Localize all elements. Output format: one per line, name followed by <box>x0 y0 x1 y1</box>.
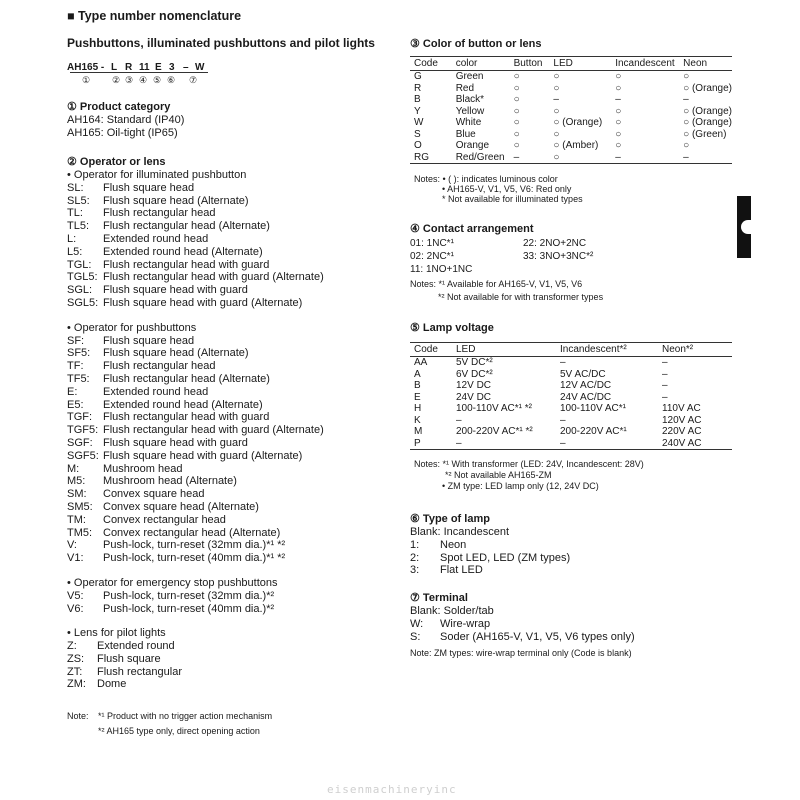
item-desc: Mushroom head (Alternate) <box>103 475 237 488</box>
group-title: • Lens for pilot lights <box>67 627 166 640</box>
list-item <box>67 539 387 552</box>
note-line: * Not available for illuminated types <box>442 194 583 204</box>
item-desc: Extended round head (Alternate) <box>103 398 263 411</box>
table-cell: ○ <box>683 140 690 151</box>
item-desc: Extended round head <box>103 232 209 245</box>
item-desc: Push-lock, turn-reset (32mm dia.)*² <box>103 589 275 602</box>
list-item <box>67 259 387 272</box>
item-code: TGL5: <box>67 271 98 284</box>
note-line: • AH165-V, V1, V5, V6: Red only <box>442 184 572 194</box>
marker: ④ <box>139 75 148 85</box>
note-line: *² Not available AH165-ZM <box>445 470 552 480</box>
table-cell: ○ <box>513 94 520 105</box>
table-cell: 240V AC <box>658 438 732 450</box>
table-cell: ○ <box>513 117 520 128</box>
item-desc: Flush square head (Alternate) <box>103 347 249 360</box>
item-code: V6: <box>67 602 84 615</box>
item-desc: Flush square head with guard (Alternate) <box>103 449 303 462</box>
table-cell: ○ <box>513 140 520 151</box>
list-item <box>67 386 387 399</box>
list-item <box>67 666 387 679</box>
table-row <box>410 83 732 95</box>
item-code: M: <box>67 462 80 475</box>
group-title: • Operator for pushbuttons <box>67 321 197 334</box>
list-item <box>67 297 387 310</box>
item-code: 2: <box>410 551 420 564</box>
marker: ① <box>82 75 91 85</box>
item-desc: Flush rectangular head with guard (Alternate) <box>103 424 324 437</box>
table-cell: B <box>414 94 421 105</box>
item-code: W: <box>410 617 424 630</box>
item-code: SM5: <box>67 500 93 513</box>
item-desc: Neon <box>440 538 467 551</box>
group-title: • Operator for emergency stop pushbuttons <box>67 576 278 589</box>
item-code: S: <box>410 630 421 643</box>
table-cell: White <box>455 117 482 128</box>
list-item <box>67 373 387 386</box>
list-item <box>67 603 387 616</box>
table-cell: ○ (Green) <box>683 128 727 140</box>
list-item <box>67 653 387 666</box>
list-item <box>67 360 387 373</box>
list-item <box>67 678 387 691</box>
section-title: ① Product category <box>67 101 171 113</box>
table-cell: 24V AC/DC <box>560 391 612 403</box>
table-cell: ○ <box>615 105 622 117</box>
item-desc: Convex square head (Alternate) <box>103 500 259 513</box>
item-code: L5: <box>67 245 83 258</box>
item-desc: Wire-wrap <box>440 617 491 630</box>
table-row <box>410 117 732 129</box>
table-cell: Blue <box>455 128 476 140</box>
item-code: TM: <box>67 513 86 526</box>
table-row <box>410 94 732 106</box>
item-code: V5: <box>67 589 84 602</box>
table-cell: ○ (Orange) <box>553 117 603 128</box>
list-item <box>67 424 387 437</box>
contact-item: 02: 2NC*¹ <box>410 251 454 262</box>
item-code: L: <box>67 232 77 245</box>
item-code: Z: <box>67 640 77 653</box>
item-code: TGL: <box>67 258 92 271</box>
table-cell: ○ <box>615 128 622 140</box>
list-item <box>410 618 730 631</box>
list-item <box>410 631 730 644</box>
table-cell: 220V AC <box>662 426 702 437</box>
table-cell: 200-220V AC*¹ <box>560 426 627 437</box>
item-code: SGF5: <box>67 449 99 462</box>
table-cell: 12V AC/DC <box>560 380 612 391</box>
table-cell: G <box>414 71 422 82</box>
item-desc: Dome <box>97 678 127 691</box>
list-item <box>67 552 387 565</box>
item-desc: Soder (AH165-V, V1, V5, V6 types only) <box>440 630 635 643</box>
table-cell: W <box>414 117 424 128</box>
marker: ⑥ <box>167 75 176 85</box>
table-cell: AA <box>414 357 428 368</box>
list-item <box>67 271 387 284</box>
table-row <box>410 392 732 404</box>
table-cell: ○ (Orange) <box>683 82 732 94</box>
table-row <box>410 140 732 152</box>
item-code: TF5: <box>67 372 90 385</box>
table-cell: ○ <box>549 152 611 164</box>
table-cell: 100-110V AC*¹ *² <box>456 403 532 414</box>
list-item <box>67 399 387 412</box>
section-title: ⑥ Type of lamp <box>410 513 490 525</box>
table-cell: ○ <box>683 71 690 82</box>
list-item <box>67 590 387 603</box>
table-cell: RG <box>410 152 452 164</box>
table-cell: ○ <box>615 117 622 128</box>
table-cell: ○ <box>513 71 520 82</box>
operator-list <box>67 169 387 691</box>
item-code: SGL: <box>67 284 93 297</box>
table-row <box>410 152 732 164</box>
table-cell: ○ <box>553 128 560 140</box>
list-item <box>67 246 387 259</box>
table-cell: A <box>414 368 421 380</box>
table-cell: – <box>662 357 668 368</box>
code-part: W <box>195 62 205 73</box>
list-item <box>67 207 387 220</box>
table-cell: ○ <box>553 71 560 82</box>
col-header: color <box>452 57 510 71</box>
section-title: ⑤ Lamp voltage <box>410 322 494 334</box>
table-row <box>410 106 732 118</box>
table-cell: – <box>556 438 658 450</box>
item-code: SM: <box>67 488 87 501</box>
item-code: TGF: <box>67 411 93 424</box>
table-cell: 200-220V AC*¹ *² <box>456 426 533 437</box>
col-header: Incandescent <box>611 57 679 71</box>
item-code: SF5: <box>67 347 91 360</box>
table-cell: ○ <box>553 82 560 94</box>
item-desc: Flush square head (Alternate) <box>103 194 249 207</box>
table-cell: 24V DC <box>456 391 492 403</box>
table-cell: 6V DC*² <box>456 368 493 380</box>
table-cell: – <box>615 94 621 105</box>
table-row <box>410 426 732 438</box>
marker: ⑤ <box>153 75 162 85</box>
table-row <box>410 415 732 427</box>
contact-item: 22: 2NO+2NC <box>523 238 587 249</box>
item-code: SGL5: <box>67 296 99 309</box>
code-markers <box>82 75 197 86</box>
table-cell: – <box>662 391 668 403</box>
table-cell: Red/Green <box>452 152 510 164</box>
code-part: 11 <box>139 62 150 73</box>
item-desc: Flat LED <box>440 564 483 577</box>
blank-item: Blank: Solder/tab <box>410 605 494 617</box>
item-code: E: <box>67 385 78 398</box>
list-item <box>67 437 387 450</box>
section-title: ③ Color of button or lens <box>410 38 542 50</box>
table-cell: ○ <box>615 140 622 151</box>
item-code: V1: <box>67 552 84 565</box>
table-cell: H <box>414 403 422 414</box>
list-item <box>67 463 387 476</box>
list-item <box>67 450 387 463</box>
list-item <box>67 514 387 527</box>
table-row <box>410 380 732 392</box>
item-code: E5: <box>67 398 84 411</box>
table-cell: – <box>683 94 689 105</box>
contact-item: 33: 3NO+3NC*² <box>523 251 594 262</box>
item-desc: Flush square <box>97 652 161 665</box>
list-item <box>67 182 387 195</box>
table-cell: 100-110V AC*¹ <box>560 403 626 414</box>
item-desc: Flush square head with guard <box>103 436 248 449</box>
marker: ② <box>112 75 121 85</box>
item-desc: Extended round head <box>103 385 209 398</box>
item-desc: Flush rectangular head <box>103 360 216 373</box>
item-code: ZT: <box>67 665 83 678</box>
table-cell: K <box>414 414 421 426</box>
note-line: *² Not available for with transformer types <box>438 292 604 302</box>
item-desc: Flush rectangular head with guard <box>103 411 270 424</box>
list-item <box>410 564 730 577</box>
note-line: *¹ Product with no trigger action mechanism <box>98 711 273 721</box>
item-desc: Extended round <box>97 640 175 653</box>
contact-left <box>410 237 472 276</box>
table-cell: 110V AC <box>662 403 701 414</box>
table-cell: – <box>452 438 556 450</box>
table-cell: P <box>410 438 452 450</box>
item-desc: Flush rectangular <box>97 665 182 678</box>
table-cell: Y <box>414 105 421 117</box>
table-cell: Yellow <box>455 105 485 117</box>
item-code: TL: <box>67 207 83 220</box>
code-part: 3 <box>169 62 175 73</box>
table-row <box>410 357 732 369</box>
item-desc: Flush rectangular head <box>103 207 216 220</box>
table-cell: – <box>510 152 550 164</box>
item-desc: Convex square head <box>103 488 205 501</box>
table-cell: – <box>662 380 668 391</box>
list-item <box>67 527 387 540</box>
table-cell: ○ (Amber) <box>553 140 599 151</box>
table-row <box>410 369 732 381</box>
table-cell: R <box>414 82 422 94</box>
col-header: Incandescent*² <box>556 343 658 357</box>
contact-item: 11: 1NO+1NC <box>410 264 473 275</box>
item-code: TF: <box>67 360 84 373</box>
table-row <box>410 403 732 415</box>
item-desc: Flush rectangular head (Alternate) <box>103 220 270 233</box>
item-desc: Flush square head <box>103 334 195 347</box>
group-title: • Operator for illuminated pushbutton <box>67 169 247 181</box>
item-desc: Push-lock, turn-reset (32mm dia.)*¹ *² <box>103 539 286 552</box>
list-item <box>67 501 387 514</box>
page-title: ■ Type number nomenclature <box>67 9 242 23</box>
table-cell: Black* <box>455 94 485 105</box>
watermark: eisenmachineryinc <box>327 783 457 796</box>
col-header: Code <box>410 343 452 357</box>
item-code: TGF5: <box>67 424 99 437</box>
item-desc: Mushroom head <box>103 462 183 475</box>
section-title: ② Operator or lens <box>67 156 166 168</box>
list-item <box>67 488 387 501</box>
note-line: Notes: *¹ With transformer (LED: 24V, Incandescent: 28V) <box>414 459 644 469</box>
table-cell: S <box>414 128 421 140</box>
list-item <box>67 220 387 233</box>
item-code: TL5: <box>67 220 90 233</box>
item-code: ZM: <box>67 678 86 691</box>
category-line: AH165: Oil-tight (IP65) <box>67 127 178 139</box>
list-item <box>67 411 387 424</box>
item-code: SL5: <box>67 194 90 207</box>
item-code: 3: <box>410 564 420 577</box>
list-item <box>410 552 730 565</box>
item-desc: Convex rectangular head (Alternate) <box>103 526 281 539</box>
item-code: SF: <box>67 334 85 347</box>
list-item <box>67 284 387 297</box>
table-cell: ○ <box>513 82 520 94</box>
contact-right <box>523 237 593 263</box>
col-header: Button <box>510 57 550 71</box>
table-cell: 12V DC <box>456 380 492 391</box>
table-cell: O <box>414 140 422 151</box>
item-code: V: <box>67 539 77 552</box>
list-item <box>67 195 387 208</box>
table-cell: Orange <box>455 140 490 151</box>
contact-item: 01: 1NC*¹ <box>410 238 454 249</box>
table-row <box>410 438 732 450</box>
table-cell: E <box>414 391 421 403</box>
table-cell: M <box>414 426 423 437</box>
table-cell: ○ <box>553 105 560 117</box>
item-desc: Convex rectangular head <box>103 513 226 526</box>
category-line: AH164: Standard (IP40) <box>67 114 185 126</box>
table-cell: ○ <box>513 105 520 117</box>
item-code: 1: <box>410 538 420 551</box>
item-desc: Spot LED, LED (ZM types) <box>440 551 571 564</box>
item-desc: Push-lock, turn-reset (40mm dia.)*¹ *² <box>103 552 286 565</box>
page-edge-tab <box>737 196 751 258</box>
note-line: Note: ZM types: wire-wrap terminal only (Code is blank) <box>410 648 632 658</box>
col-header: Neon*² <box>658 343 732 357</box>
list-item <box>410 539 730 552</box>
table-cell: Red <box>455 82 475 94</box>
list-item <box>67 347 387 360</box>
lamp-voltage-table <box>410 342 732 450</box>
col-header: Neon <box>679 57 732 71</box>
table-cell: 120V AC <box>662 414 702 426</box>
note-label: Note: <box>67 711 89 721</box>
item-code: TM5: <box>67 526 93 539</box>
table-row <box>410 71 732 83</box>
item-desc: Flush square head with guard <box>103 284 248 297</box>
item-code: SGF: <box>67 436 93 449</box>
table-cell: ○ <box>615 71 622 82</box>
item-code: ZS: <box>67 652 85 665</box>
table-cell: – <box>611 152 679 164</box>
table-cell: ○ (Orange) <box>683 117 732 128</box>
item-desc: Flush square head with guard (Alternate) <box>103 296 303 309</box>
table-cell: Green <box>455 71 484 82</box>
item-desc: Flush square head <box>103 181 195 194</box>
table-cell: – <box>662 368 668 380</box>
marker: ⑦ <box>189 75 198 85</box>
list-item <box>67 233 387 246</box>
col-header: LED <box>452 343 556 357</box>
table-row <box>410 129 732 141</box>
section-title: ⑦ Terminal <box>410 592 468 604</box>
table-cell: – <box>553 94 559 105</box>
list-item <box>67 335 387 348</box>
item-desc: Push-lock, turn-reset (40mm dia.)*² <box>103 602 275 615</box>
col-header: LED <box>549 57 611 71</box>
list-item <box>67 475 387 488</box>
item-desc: Flush rectangular head (Alternate) <box>103 372 270 385</box>
table-cell: – <box>560 414 566 426</box>
table-cell: 5V DC*² <box>456 357 493 368</box>
code-part: E <box>155 62 162 73</box>
section-title: ④ Contact arrangement <box>410 223 534 235</box>
code-part: R <box>125 62 133 73</box>
table-cell: B <box>414 380 421 391</box>
table-cell: ○ <box>615 82 622 94</box>
table-cell: ○ <box>513 128 520 140</box>
note-line: Notes: *¹ Available for AH165-V, V1, V5, V6 <box>410 279 583 289</box>
marker: ③ <box>125 75 134 85</box>
table-cell: 5V AC/DC <box>560 368 606 380</box>
color-table <box>410 56 732 164</box>
table-cell: – <box>560 357 566 368</box>
item-desc: Extended round head (Alternate) <box>103 245 263 258</box>
terminal-list <box>410 605 730 643</box>
blank-item: Blank: Incandescent <box>410 526 510 538</box>
note-line: • ZM type: LED lamp only (12, 24V DC) <box>442 481 599 491</box>
code-part: – <box>183 62 189 73</box>
note-line: Notes: • ( ): indicates luminous color <box>414 174 558 184</box>
col-header: Code <box>410 57 452 71</box>
code-part: L <box>111 62 118 73</box>
section-subtitle: Pushbuttons, illuminated pushbuttons and pilot lights <box>67 36 375 50</box>
item-desc: Flush rectangular head with guard <box>103 258 270 271</box>
item-desc: Flush rectangular head with guard (Alternate) <box>103 271 324 284</box>
lamp-type-list <box>410 526 730 577</box>
table-cell: ○ (Orange) <box>683 105 732 117</box>
item-code: M5: <box>67 475 86 488</box>
note-line: *² AH165 type only, direct opening action <box>98 726 260 736</box>
table-cell: – <box>456 414 462 426</box>
table-cell: – <box>679 152 732 164</box>
list-item <box>67 640 387 653</box>
item-code: SL: <box>67 181 84 194</box>
code-part: AH165 - <box>67 62 105 73</box>
